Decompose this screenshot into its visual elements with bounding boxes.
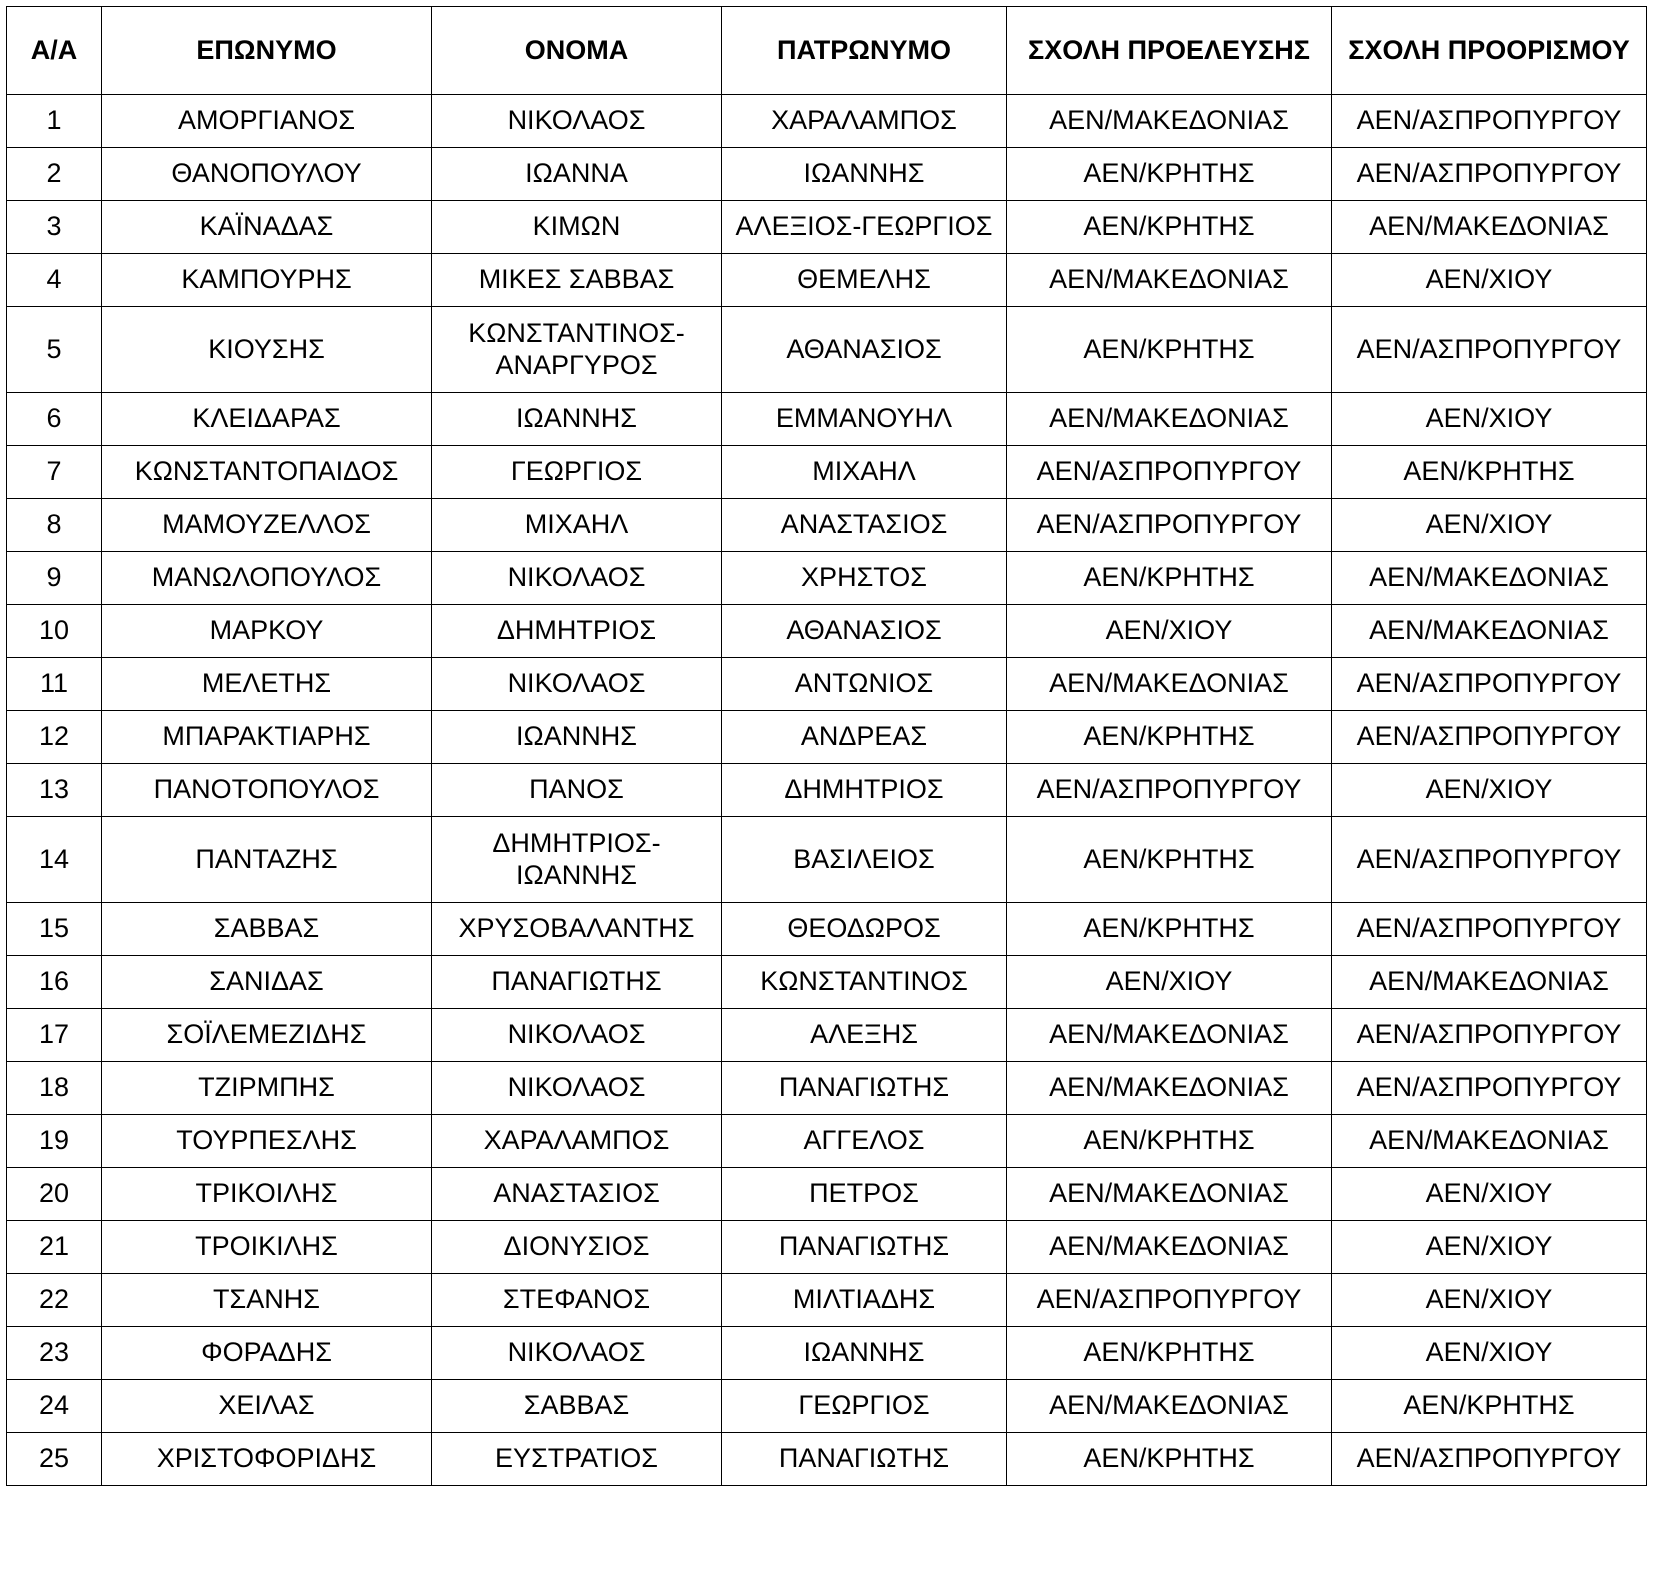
table-row [7, 1221, 1647, 1274]
first-name-cell: ΝΙΚΟΛΑΟΣ [432, 1009, 722, 1062]
first-name-cell: ΔΗΜΗΤΡΙΟΣ [432, 605, 722, 658]
origin-school-cell: ΑΕΝ/ΜΑΚΕΔΟΝΙΑΣ [1007, 254, 1332, 307]
row-number-cell: 18 [7, 1062, 102, 1115]
fathers-name-cell: ΠΕΤΡΟΣ [722, 1168, 1007, 1221]
table-row [7, 903, 1647, 956]
fathers-name-cell: ΘΕΜΕΛΗΣ [722, 254, 1007, 307]
surname-cell: ΠΑΝΟΤΟΠΟΥΛΟΣ [102, 764, 432, 817]
destination-school-cell: ΑΕΝ/ΧΙΟΥ [1332, 499, 1647, 552]
fathers-name-cell: ΑΘΑΝΑΣΙΟΣ [722, 307, 1007, 393]
fathers-name-cell: ΑΘΑΝΑΣΙΟΣ [722, 605, 1007, 658]
first-name-cell: ΓΕΩΡΓΙΟΣ [432, 446, 722, 499]
origin-school-cell: ΑΕΝ/ΜΑΚΕΔΟΝΙΑΣ [1007, 1221, 1332, 1274]
first-name-cell: ΙΩΑΝΝΑ [432, 148, 722, 201]
first-name-cell: ΕΥΣΤΡΑΤΙΟΣ [432, 1433, 722, 1486]
row-number-cell: 1 [7, 95, 102, 148]
destination-school-cell: ΑΕΝ/ΧΙΟΥ [1332, 764, 1647, 817]
surname-cell: ΚΩΝΣΤΑΝΤΟΠΑΙΔΟΣ [102, 446, 432, 499]
row-number-cell: 6 [7, 393, 102, 446]
table-row [7, 817, 1647, 903]
fathers-name-cell: ΕΜΜΑΝΟΥΗΛ [722, 393, 1007, 446]
first-name-cell: ΧΑΡΑΛΑΜΠΟΣ [432, 1115, 722, 1168]
fathers-name-cell: ΠΑΝΑΓΙΩΤΗΣ [722, 1221, 1007, 1274]
fathers-name-cell: ΒΑΣΙΛΕΙΟΣ [722, 817, 1007, 903]
row-number-cell: 16 [7, 956, 102, 1009]
destination-school-cell: ΑΕΝ/ΧΙΟΥ [1332, 393, 1647, 446]
row-number-cell: 3 [7, 201, 102, 254]
table-row [7, 1433, 1647, 1486]
destination-school-cell: ΑΕΝ/ΜΑΚΕΔΟΝΙΑΣ [1332, 1115, 1647, 1168]
destination-school-cell: ΑΕΝ/ΑΣΠΡΟΠΥΡΓΟΥ [1332, 148, 1647, 201]
row-number-cell: 20 [7, 1168, 102, 1221]
row-number-cell: 4 [7, 254, 102, 307]
origin-school-cell: ΑΕΝ/ΚΡΗΤΗΣ [1007, 201, 1332, 254]
table-row [7, 1062, 1647, 1115]
origin-school-cell: ΑΕΝ/ΜΑΚΕΔΟΝΙΑΣ [1007, 1168, 1332, 1221]
fathers-name-cell: ΠΑΝΑΓΙΩΤΗΣ [722, 1062, 1007, 1115]
fathers-name-cell: ΚΩΝΣΤΑΝΤΙΝΟΣ [722, 956, 1007, 1009]
table-row [7, 764, 1647, 817]
origin-school-cell: ΑΕΝ/ΚΡΗΤΗΣ [1007, 903, 1332, 956]
first-name-cell: ΔΗΜΗΤΡΙΟΣ-ΙΩΑΝΝΗΣ [432, 817, 722, 903]
first-name-cell: ΝΙΚΟΛΑΟΣ [432, 658, 722, 711]
surname-cell: ΣΑΒΒΑΣ [102, 903, 432, 956]
destination-school-cell: ΑΕΝ/ΚΡΗΤΗΣ [1332, 446, 1647, 499]
origin-school-cell: ΑΕΝ/ΜΑΚΕΔΟΝΙΑΣ [1007, 658, 1332, 711]
origin-school-cell: ΑΕΝ/ΑΣΠΡΟΠΥΡΓΟΥ [1007, 499, 1332, 552]
row-number-cell: 19 [7, 1115, 102, 1168]
row-number-cell: 5 [7, 307, 102, 393]
row-number-cell: 8 [7, 499, 102, 552]
header-destination-school: ΣΧΟΛΗ ΠΡΟΟΡΙΣΜΟΥ [1332, 7, 1647, 95]
fathers-name-cell: ΑΝΤΩΝΙΟΣ [722, 658, 1007, 711]
destination-school-cell: ΑΕΝ/ΑΣΠΡΟΠΥΡΓΟΥ [1332, 1062, 1647, 1115]
fathers-name-cell: ΑΓΓΕΛΟΣ [722, 1115, 1007, 1168]
table-row [7, 1168, 1647, 1221]
destination-school-cell: ΑΕΝ/ΧΙΟΥ [1332, 254, 1647, 307]
origin-school-cell: ΑΕΝ/ΑΣΠΡΟΠΥΡΓΟΥ [1007, 446, 1332, 499]
row-number-cell: 13 [7, 764, 102, 817]
row-number-cell: 21 [7, 1221, 102, 1274]
header-aa: Α/Α [7, 7, 102, 95]
transfer-table [6, 6, 1647, 1486]
origin-school-cell: ΑΕΝ/ΑΣΠΡΟΠΥΡΓΟΥ [1007, 1274, 1332, 1327]
surname-cell: ΧΕΙΛΑΣ [102, 1380, 432, 1433]
surname-cell: ΤΡΟΙΚΙΛΗΣ [102, 1221, 432, 1274]
surname-cell: ΜΠΑΡΑΚΤΙΑΡΗΣ [102, 711, 432, 764]
surname-cell: ΜΑΝΩΛΟΠΟΥΛΟΣ [102, 552, 432, 605]
destination-school-cell: ΑΕΝ/ΚΡΗΤΗΣ [1332, 1380, 1647, 1433]
fathers-name-cell: ΑΝΑΣΤΑΣΙΟΣ [722, 499, 1007, 552]
destination-school-cell: ΑΕΝ/ΑΣΠΡΟΠΥΡΓΟΥ [1332, 658, 1647, 711]
destination-school-cell: ΑΕΝ/ΧΙΟΥ [1332, 1327, 1647, 1380]
destination-school-cell: ΑΕΝ/ΑΣΠΡΟΠΥΡΓΟΥ [1332, 1009, 1647, 1062]
fathers-name-cell: ΑΛΕΞΙΟΣ-ΓΕΩΡΓΙΟΣ [722, 201, 1007, 254]
origin-school-cell: ΑΕΝ/ΜΑΚΕΔΟΝΙΑΣ [1007, 1380, 1332, 1433]
table-row [7, 393, 1647, 446]
row-number-cell: 17 [7, 1009, 102, 1062]
table-row [7, 711, 1647, 764]
table-row [7, 1274, 1647, 1327]
first-name-cell: ΝΙΚΟΛΑΟΣ [432, 95, 722, 148]
fathers-name-cell: ΧΡΗΣΤΟΣ [722, 552, 1007, 605]
destination-school-cell: ΑΕΝ/ΜΑΚΕΔΟΝΙΑΣ [1332, 201, 1647, 254]
fathers-name-cell: ΔΗΜΗΤΡΙΟΣ [722, 764, 1007, 817]
first-name-cell: ΝΙΚΟΛΑΟΣ [432, 552, 722, 605]
row-number-cell: 15 [7, 903, 102, 956]
surname-cell: ΑΜΟΡΓΙΑΝΟΣ [102, 95, 432, 148]
transfer-table-container [6, 6, 1647, 1486]
fathers-name-cell: ΙΩΑΝΝΗΣ [722, 1327, 1007, 1380]
fathers-name-cell: ΑΛΕΞΗΣ [722, 1009, 1007, 1062]
first-name-cell: ΧΡΥΣΟΒΑΛΑΝΤΗΣ [432, 903, 722, 956]
first-name-cell: ΚΙΜΩΝ [432, 201, 722, 254]
destination-school-cell: ΑΕΝ/ΑΣΠΡΟΠΥΡΓΟΥ [1332, 817, 1647, 903]
header-surname: ΕΠΩΝΥΜΟ [102, 7, 432, 95]
table-row [7, 148, 1647, 201]
header-row [7, 7, 1647, 95]
fathers-name-cell: ΓΕΩΡΓΙΟΣ [722, 1380, 1007, 1433]
surname-cell: ΚΛΕΙΔΑΡΑΣ [102, 393, 432, 446]
table-row [7, 552, 1647, 605]
first-name-cell: ΔΙΟΝΥΣΙΟΣ [432, 1221, 722, 1274]
table-row [7, 446, 1647, 499]
table-header [7, 7, 1647, 95]
origin-school-cell: ΑΕΝ/ΚΡΗΤΗΣ [1007, 307, 1332, 393]
first-name-cell: ΚΩΝΣΤΑΝΤΙΝΟΣ-ΑΝΑΡΓΥΡΟΣ [432, 307, 722, 393]
origin-school-cell: ΑΕΝ/ΚΡΗΤΗΣ [1007, 1327, 1332, 1380]
surname-cell: ΦΟΡΑΔΗΣ [102, 1327, 432, 1380]
surname-cell: ΤΖΙΡΜΠΗΣ [102, 1062, 432, 1115]
header-first-name: ΟΝΟΜΑ [432, 7, 722, 95]
fathers-name-cell: ΘΕΟΔΩΡΟΣ [722, 903, 1007, 956]
table-row [7, 499, 1647, 552]
row-number-cell: 23 [7, 1327, 102, 1380]
fathers-name-cell: ΠΑΝΑΓΙΩΤΗΣ [722, 1433, 1007, 1486]
surname-cell: ΣΟΪΛΕΜΕΖΙΔΗΣ [102, 1009, 432, 1062]
origin-school-cell: ΑΕΝ/ΚΡΗΤΗΣ [1007, 552, 1332, 605]
table-row [7, 1009, 1647, 1062]
first-name-cell: ΝΙΚΟΛΑΟΣ [432, 1062, 722, 1115]
destination-school-cell: ΑΕΝ/ΑΣΠΡΟΠΥΡΓΟΥ [1332, 1433, 1647, 1486]
first-name-cell: ΠΑΝΟΣ [432, 764, 722, 817]
table-row [7, 307, 1647, 393]
destination-school-cell: ΑΕΝ/ΑΣΠΡΟΠΥΡΓΟΥ [1332, 307, 1647, 393]
row-number-cell: 2 [7, 148, 102, 201]
first-name-cell: ΣΤΕΦΑΝΟΣ [432, 1274, 722, 1327]
origin-school-cell: ΑΕΝ/ΚΡΗΤΗΣ [1007, 1433, 1332, 1486]
surname-cell: ΠΑΝΤΑΖΗΣ [102, 817, 432, 903]
row-number-cell: 11 [7, 658, 102, 711]
surname-cell: ΚΑΪΝΑΔΑΣ [102, 201, 432, 254]
origin-school-cell: ΑΕΝ/ΚΡΗΤΗΣ [1007, 711, 1332, 764]
header-origin-school: ΣΧΟΛΗ ΠΡΟΕΛΕΥΣΗΣ [1007, 7, 1332, 95]
row-number-cell: 7 [7, 446, 102, 499]
fathers-name-cell: ΑΝΔΡΕΑΣ [722, 711, 1007, 764]
destination-school-cell: ΑΕΝ/ΜΑΚΕΔΟΝΙΑΣ [1332, 605, 1647, 658]
origin-school-cell: ΑΕΝ/ΜΑΚΕΔΟΝΙΑΣ [1007, 393, 1332, 446]
row-number-cell: 25 [7, 1433, 102, 1486]
row-number-cell: 24 [7, 1380, 102, 1433]
first-name-cell: ΠΑΝΑΓΙΩΤΗΣ [432, 956, 722, 1009]
table-row [7, 1327, 1647, 1380]
row-number-cell: 10 [7, 605, 102, 658]
surname-cell: ΤΣΑΝΗΣ [102, 1274, 432, 1327]
first-name-cell: ΙΩΑΝΝΗΣ [432, 393, 722, 446]
first-name-cell: ΙΩΑΝΝΗΣ [432, 711, 722, 764]
destination-school-cell: ΑΕΝ/ΑΣΠΡΟΠΥΡΓΟΥ [1332, 711, 1647, 764]
destination-school-cell: ΑΕΝ/ΧΙΟΥ [1332, 1168, 1647, 1221]
surname-cell: ΤΡΙΚΟΙΛΗΣ [102, 1168, 432, 1221]
table-row [7, 605, 1647, 658]
surname-cell: ΚΑΜΠΟΥΡΗΣ [102, 254, 432, 307]
row-number-cell: 14 [7, 817, 102, 903]
row-number-cell: 22 [7, 1274, 102, 1327]
origin-school-cell: ΑΕΝ/ΧΙΟΥ [1007, 956, 1332, 1009]
first-name-cell: ΜΙΧΑΗΛ [432, 499, 722, 552]
surname-cell: ΜΑΡΚΟΥ [102, 605, 432, 658]
origin-school-cell: ΑΕΝ/ΜΑΚΕΔΟΝΙΑΣ [1007, 1062, 1332, 1115]
surname-cell: ΧΡΙΣΤΟΦΟΡΙΔΗΣ [102, 1433, 432, 1486]
destination-school-cell: ΑΕΝ/ΑΣΠΡΟΠΥΡΓΟΥ [1332, 95, 1647, 148]
row-number-cell: 9 [7, 552, 102, 605]
fathers-name-cell: ΜΙΧΑΗΛ [722, 446, 1007, 499]
surname-cell: ΜΑΜΟΥΖΕΛΛΟΣ [102, 499, 432, 552]
surname-cell: ΚΙΟΥΣΗΣ [102, 307, 432, 393]
origin-school-cell: ΑΕΝ/ΚΡΗΤΗΣ [1007, 1115, 1332, 1168]
fathers-name-cell: ΙΩΑΝΝΗΣ [722, 148, 1007, 201]
table-row [7, 95, 1647, 148]
first-name-cell: ΝΙΚΟΛΑΟΣ [432, 1327, 722, 1380]
first-name-cell: ΑΝΑΣΤΑΣΙΟΣ [432, 1168, 722, 1221]
surname-cell: ΘΑΝΟΠΟΥΛΟΥ [102, 148, 432, 201]
table-row [7, 1115, 1647, 1168]
table-row [7, 201, 1647, 254]
origin-school-cell: ΑΕΝ/ΜΑΚΕΔΟΝΙΑΣ [1007, 1009, 1332, 1062]
table-row [7, 956, 1647, 1009]
surname-cell: ΤΟΥΡΠΕΣΛΗΣ [102, 1115, 432, 1168]
table-row [7, 1380, 1647, 1433]
origin-school-cell: ΑΕΝ/ΑΣΠΡΟΠΥΡΓΟΥ [1007, 764, 1332, 817]
surname-cell: ΜΕΛΕΤΗΣ [102, 658, 432, 711]
table-row [7, 254, 1647, 307]
table-row [7, 658, 1647, 711]
surname-cell: ΣΑΝΙΔΑΣ [102, 956, 432, 1009]
destination-school-cell: ΑΕΝ/ΧΙΟΥ [1332, 1221, 1647, 1274]
table-body [7, 95, 1647, 1486]
origin-school-cell: ΑΕΝ/ΚΡΗΤΗΣ [1007, 148, 1332, 201]
origin-school-cell: ΑΕΝ/ΧΙΟΥ [1007, 605, 1332, 658]
fathers-name-cell: ΧΑΡΑΛΑΜΠΟΣ [722, 95, 1007, 148]
first-name-cell: ΜΙΚΕΣ ΣΑΒΒΑΣ [432, 254, 722, 307]
header-fathers-name: ΠΑΤΡΩΝΥΜΟ [722, 7, 1007, 95]
destination-school-cell: ΑΕΝ/ΧΙΟΥ [1332, 1274, 1647, 1327]
origin-school-cell: ΑΕΝ/ΚΡΗΤΗΣ [1007, 817, 1332, 903]
row-number-cell: 12 [7, 711, 102, 764]
origin-school-cell: ΑΕΝ/ΜΑΚΕΔΟΝΙΑΣ [1007, 95, 1332, 148]
first-name-cell: ΣΑΒΒΑΣ [432, 1380, 722, 1433]
fathers-name-cell: ΜΙΛΤΙΑΔΗΣ [722, 1274, 1007, 1327]
destination-school-cell: ΑΕΝ/ΜΑΚΕΔΟΝΙΑΣ [1332, 552, 1647, 605]
destination-school-cell: ΑΕΝ/ΜΑΚΕΔΟΝΙΑΣ [1332, 956, 1647, 1009]
destination-school-cell: ΑΕΝ/ΑΣΠΡΟΠΥΡΓΟΥ [1332, 903, 1647, 956]
